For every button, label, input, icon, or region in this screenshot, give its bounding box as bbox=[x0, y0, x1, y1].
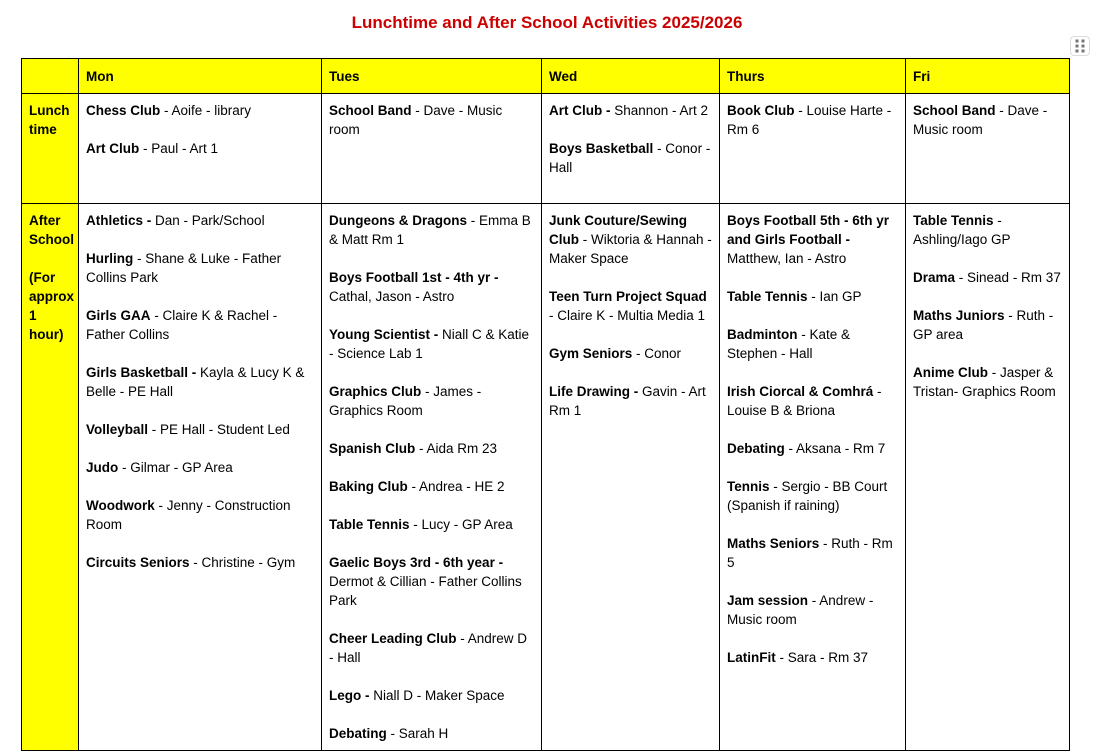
col-header-label: Tues bbox=[329, 68, 360, 84]
cell-lunch-mon[interactable] bbox=[79, 94, 322, 204]
activity-name: Baking Club bbox=[329, 479, 408, 494]
activity-name: Drama bbox=[913, 270, 956, 285]
activity-name: Lego - bbox=[329, 688, 370, 703]
activity-name: LatinFit bbox=[727, 650, 776, 665]
activity-name: Art Club - bbox=[549, 103, 611, 118]
activity-detail: - Sarah H bbox=[386, 726, 449, 741]
activity-detail: - Emma B & Matt Rm 1 bbox=[329, 213, 531, 247]
activity-name: Table Tennis bbox=[329, 517, 410, 532]
activity bbox=[86, 101, 314, 120]
row-label-line: Lunch time bbox=[29, 103, 70, 137]
activity-detail: Dan - Park/School bbox=[151, 213, 265, 228]
activity-name: Debating bbox=[329, 726, 387, 741]
activity-detail: - Ruth - Rm 5 bbox=[727, 536, 893, 570]
activity bbox=[329, 211, 534, 249]
activity bbox=[86, 306, 314, 344]
activity-name: Irish Ciorcal & Comhrá bbox=[727, 384, 874, 399]
activity bbox=[727, 382, 898, 420]
activity-name: Woodwork bbox=[86, 498, 155, 513]
activity-detail: - Andrea - HE 2 bbox=[407, 479, 505, 494]
activity-name: Debating bbox=[727, 441, 785, 456]
col-header-tues[interactable] bbox=[322, 59, 542, 94]
row-label-line: (For approx 1 hour) bbox=[29, 270, 75, 342]
cell-after-school-thurs[interactable] bbox=[720, 204, 906, 751]
activity-name: Girls GAA bbox=[86, 308, 151, 323]
activity-name: Table Tennis bbox=[727, 289, 808, 304]
activity-name: Teen Turn Project Squad bbox=[549, 289, 707, 304]
activity bbox=[727, 591, 898, 629]
activity bbox=[549, 344, 712, 363]
col-header-label: Mon bbox=[86, 68, 114, 84]
activity-name: Boys Football 5th - 6th yr and Girls Football - bbox=[727, 213, 890, 247]
activity bbox=[329, 382, 534, 420]
activity-name: School Band bbox=[329, 103, 412, 118]
activity-detail: Kayla & Lucy K & Belle - PE Hall bbox=[86, 365, 305, 399]
activity-detail: - Ashling/Iago GP bbox=[913, 213, 1011, 247]
activity-detail: Shannon - Art 2 bbox=[610, 103, 709, 118]
cell-after-school-fri[interactable] bbox=[906, 204, 1070, 751]
activity bbox=[549, 139, 712, 177]
activity-detail: - Aida Rm 23 bbox=[415, 441, 498, 456]
col-header-thurs[interactable] bbox=[720, 59, 906, 94]
activity-detail: - Andrew D - Hall bbox=[329, 631, 528, 665]
col-header-label: Thurs bbox=[727, 68, 765, 84]
activity-detail: - Dave - Music room bbox=[913, 103, 1048, 137]
activity bbox=[913, 363, 1062, 401]
page-title: Lunchtime and After School Activities 2025/2026 bbox=[351, 13, 743, 32]
activity bbox=[727, 648, 898, 667]
activity bbox=[727, 534, 898, 572]
activity-detail: - Christine - Gym bbox=[189, 555, 296, 570]
activity-detail: - Shane & Luke - Father Collins Park bbox=[86, 251, 282, 285]
activity-detail: - Dave - Music room bbox=[329, 103, 503, 137]
activities-table bbox=[21, 58, 1070, 751]
cell-after-school-wed[interactable] bbox=[542, 204, 720, 751]
activity-name: Art Club bbox=[86, 141, 140, 156]
activity bbox=[86, 363, 314, 401]
row-label-after-school[interactable] bbox=[22, 204, 79, 751]
table-body bbox=[22, 94, 1070, 751]
activity-name: Tennis bbox=[727, 479, 770, 494]
table-options-button[interactable] bbox=[1070, 36, 1090, 56]
activity-name: Badminton bbox=[727, 327, 798, 342]
activity-name: Gym Seniors bbox=[549, 346, 633, 361]
activity-name: Life Drawing - bbox=[549, 384, 639, 399]
activity-name: Spanish Club bbox=[329, 441, 416, 456]
activity-detail: Niall C & Katie - Science Lab 1 bbox=[329, 327, 530, 361]
activity bbox=[86, 496, 314, 534]
activity-name: Volleyball bbox=[86, 422, 149, 437]
activity bbox=[549, 101, 712, 120]
activity bbox=[329, 724, 534, 743]
activity-detail: - Gilmar - GP Area bbox=[118, 460, 233, 475]
activity-name: Cheer Leading Club bbox=[329, 631, 457, 646]
activity-detail: Cathal, Jason - Astro bbox=[329, 289, 455, 304]
activity-detail: - Louise B & Briona bbox=[727, 384, 882, 418]
col-header-fri[interactable] bbox=[906, 59, 1070, 94]
activity bbox=[329, 268, 534, 306]
activity bbox=[86, 553, 314, 572]
activity bbox=[329, 325, 534, 363]
activity-detail: Dermot & Cillian - Father Collins Park bbox=[329, 574, 522, 608]
activity-name: Maths Seniors bbox=[727, 536, 820, 551]
activity-detail: Niall D - Maker Space bbox=[369, 688, 505, 703]
cell-lunch-fri[interactable] bbox=[906, 94, 1070, 204]
activity bbox=[913, 101, 1062, 139]
activity bbox=[727, 477, 898, 515]
activity-name: Athletics - bbox=[86, 213, 152, 228]
activity-detail: - Sara - Rm 37 bbox=[775, 650, 869, 665]
row-label-line: After School bbox=[29, 213, 75, 247]
cell-lunch-thurs[interactable] bbox=[720, 94, 906, 204]
activity bbox=[86, 420, 314, 439]
activity-detail: - Claire K & Rachel - Father Collins bbox=[86, 308, 278, 342]
activity-detail: - Conor bbox=[632, 346, 682, 361]
activity bbox=[86, 139, 314, 158]
activity-name: Book Club bbox=[727, 103, 795, 118]
activity-detail: - Andrew - Music room bbox=[727, 593, 874, 627]
activity-detail: - PE Hall - Student Led bbox=[148, 422, 290, 437]
activity bbox=[329, 629, 534, 667]
activity-name: Girls Basketball - bbox=[86, 365, 197, 380]
cell-lunch-wed[interactable] bbox=[542, 94, 720, 204]
activity-detail: - Sinead - Rm 37 bbox=[955, 270, 1061, 285]
activity bbox=[329, 439, 534, 458]
activity-name: School Band bbox=[913, 103, 996, 118]
grid-dots-icon bbox=[1070, 36, 1090, 56]
activity-name: Junk Couture/Sewing Club bbox=[549, 213, 688, 247]
activity-name: Boys Football 1st - 4th yr - bbox=[329, 270, 499, 285]
activity-name: Dungeons & Dragons bbox=[329, 213, 468, 228]
activity-detail: - Jenny - Construction Room bbox=[86, 498, 291, 532]
activity-detail: - Sergio - BB Court (Spanish if raining) bbox=[727, 479, 888, 513]
activity-name: Maths Juniors bbox=[913, 308, 1005, 323]
activity bbox=[86, 211, 314, 230]
activity-name: Chess Club bbox=[86, 103, 161, 118]
activity-name: Circuits Seniors bbox=[86, 555, 190, 570]
activity-name: Young Scientist - bbox=[329, 327, 439, 342]
activity-name: Anime Club bbox=[913, 365, 989, 380]
row-after-school bbox=[22, 204, 1070, 751]
activity-name: Boys Basketball bbox=[549, 141, 654, 156]
row-label-lunch[interactable] bbox=[22, 94, 79, 204]
activity-detail: Gavin - Art Rm 1 bbox=[549, 384, 706, 418]
cell-lunch-tues[interactable] bbox=[322, 94, 542, 204]
activity bbox=[549, 211, 712, 268]
activity-detail: - Aoife - library bbox=[160, 103, 252, 118]
activity-detail: - Jasper & Tristan- Graphics Room bbox=[913, 365, 1056, 399]
activity bbox=[329, 101, 534, 139]
activity-detail: - Lucy - GP Area bbox=[409, 517, 513, 532]
activity-name: Gaelic Boys 3rd - 6th year - bbox=[329, 555, 504, 570]
col-header-wed[interactable] bbox=[542, 59, 720, 94]
activity bbox=[86, 249, 314, 287]
corner-cell[interactable] bbox=[22, 59, 79, 94]
activity-name: Hurling bbox=[86, 251, 134, 266]
activity-name: Judo bbox=[86, 460, 119, 475]
activity-name: Jam session bbox=[727, 593, 809, 608]
activity bbox=[329, 477, 534, 496]
activity-detail: - Wiktoria & Hannah - Maker Space bbox=[549, 232, 712, 266]
activity bbox=[727, 325, 898, 363]
activity-detail: - Ian GP bbox=[807, 289, 862, 304]
activity-detail: - Paul - Art 1 bbox=[139, 141, 219, 156]
activity bbox=[727, 439, 898, 458]
activity-detail: - Louise Harte - Rm 6 bbox=[727, 103, 892, 137]
table-header bbox=[22, 59, 1070, 94]
activity bbox=[329, 686, 534, 705]
cell-after-school-tues[interactable] bbox=[322, 204, 542, 751]
col-header-mon[interactable] bbox=[79, 59, 322, 94]
activity bbox=[913, 268, 1062, 287]
activity bbox=[329, 553, 534, 610]
activity bbox=[727, 211, 898, 268]
cell-after-school-mon[interactable] bbox=[79, 204, 322, 751]
activity bbox=[913, 211, 1062, 249]
activity-detail: - Ruth - GP area bbox=[913, 308, 1054, 342]
activity-name: Graphics Club bbox=[329, 384, 422, 399]
row-lunch bbox=[22, 94, 1070, 204]
day-header-row bbox=[22, 59, 1070, 94]
activity-detail: - Aksana - Rm 7 bbox=[784, 441, 886, 456]
activity bbox=[913, 306, 1062, 344]
col-header-label: Fri bbox=[913, 68, 931, 84]
activity-name: Table Tennis bbox=[913, 213, 994, 228]
col-header-label: Wed bbox=[549, 68, 578, 84]
activity-detail: - Kate & Stephen - Hall bbox=[727, 327, 851, 361]
activity bbox=[727, 101, 898, 139]
activity bbox=[86, 458, 314, 477]
activity-detail: - James - Graphics Room bbox=[329, 384, 482, 418]
activity bbox=[329, 515, 534, 534]
activity bbox=[727, 287, 898, 306]
activity bbox=[549, 287, 712, 325]
activity-detail: Matthew, Ian - Astro bbox=[727, 251, 847, 266]
activity-detail: - Claire K - Multia Media 1 bbox=[549, 308, 706, 323]
activity bbox=[549, 382, 712, 420]
activity-detail: - Conor - Hall bbox=[549, 141, 711, 175]
